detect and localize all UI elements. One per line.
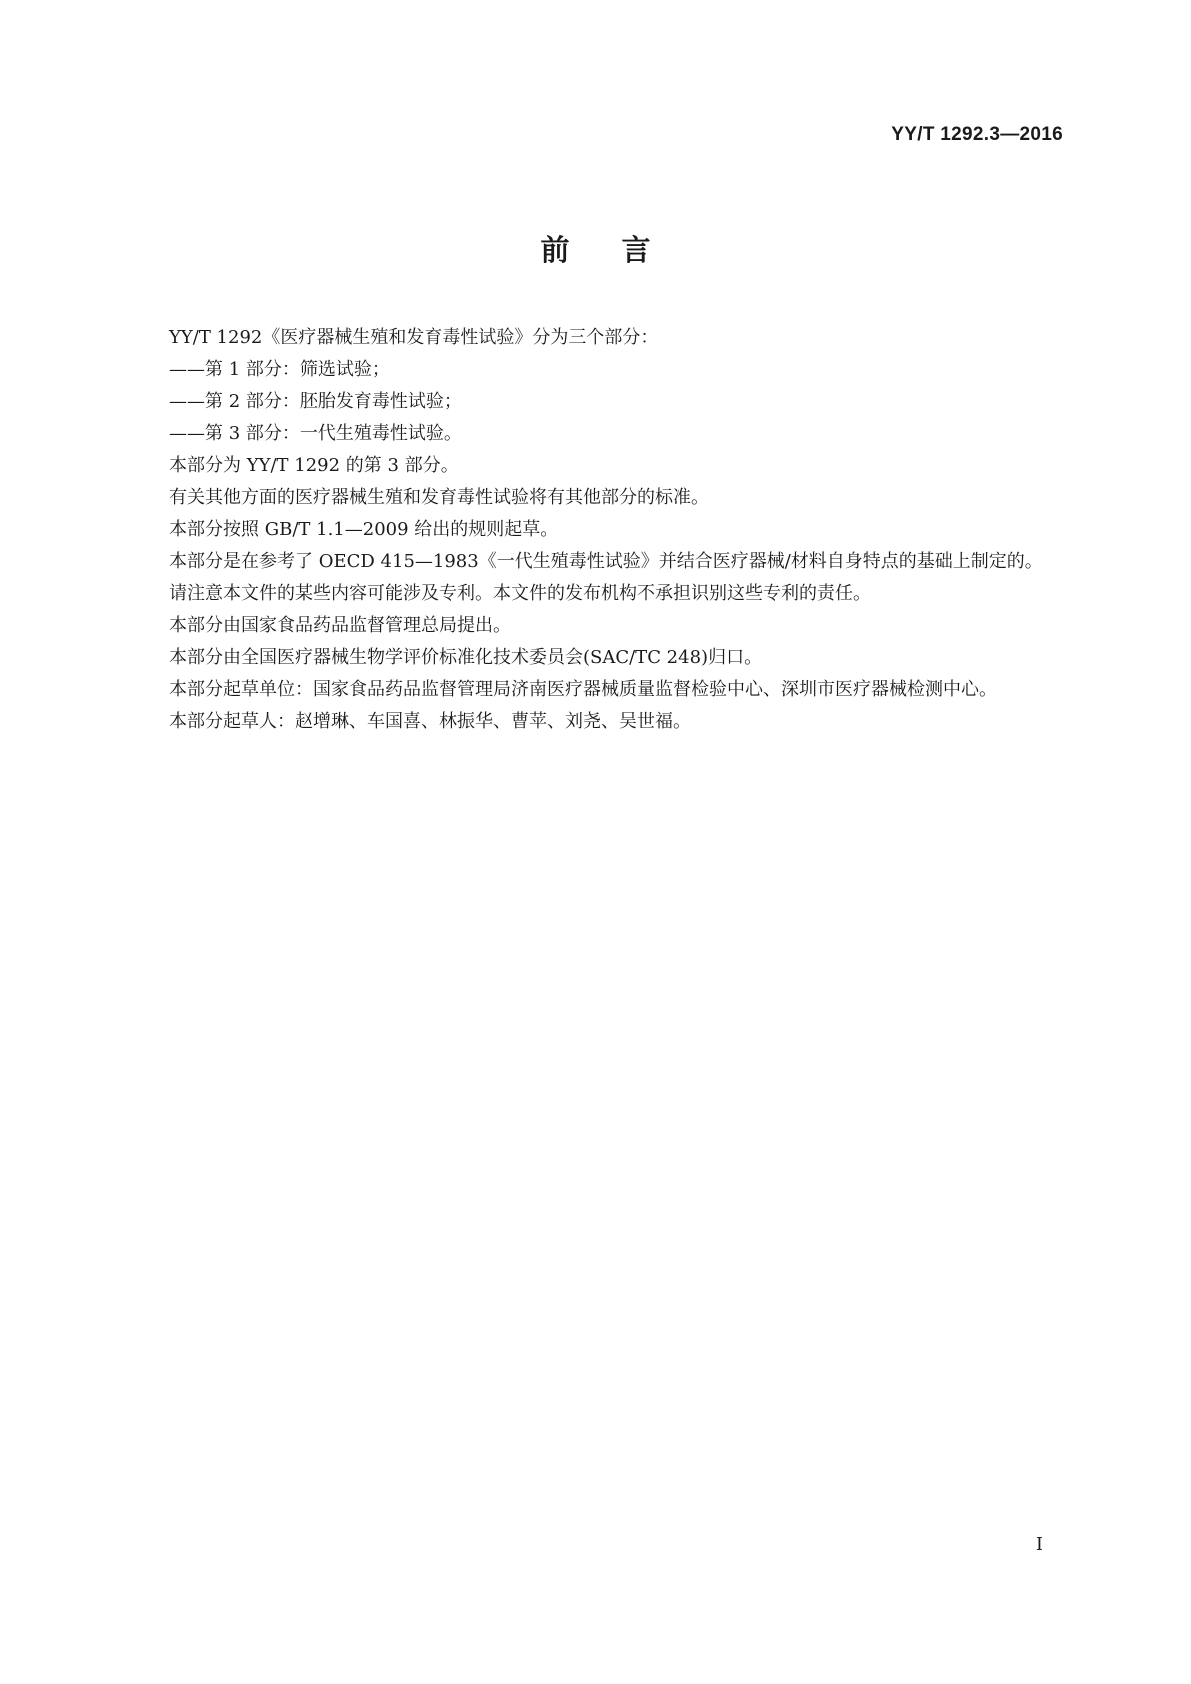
paragraph-intro: YY/T 1292《医疗器械生殖和发育毒性试验》分为三个部分： (169, 327, 659, 348)
paragraph-drafting-units: 本部分起草单位：国家食品药品监督管理局济南医疗器械质量监督检验中心、深圳市医疗器械检测中心。 (169, 679, 997, 700)
page-title: 前言 (540, 233, 703, 267)
paragraph-drafting-rules: 本部分按照 GB/T 1.1—2009 给出的规则起草。 (169, 519, 559, 540)
list-item-part-3: ——第 3 部分：一代生殖毒性试验。 (169, 423, 462, 444)
paragraph-part-statement: 本部分为 YY/T 1292 的第 3 部分。 (169, 455, 459, 476)
paragraph-other-parts: 有关其他方面的医疗器械生殖和发育毒性试验将有其他部分的标准。 (169, 487, 709, 508)
paragraph-drafters: 本部分起草人：赵增琳、车国喜、林振华、曹苹、刘尧、吴世福。 (169, 711, 691, 732)
paragraph-committee: 本部分由全国医疗器械生物学评价标准化技术委员会(SAC/TC 248)归口。 (169, 647, 763, 668)
paragraph-patent-notice: 请注意本文件的某些内容可能涉及专利。本文件的发布机构不承担识别这些专利的责任。 (169, 583, 871, 604)
foreword-body (133, 322, 1061, 738)
list-item-part-2: ——第 2 部分：胚胎发育毒性试验； (169, 391, 462, 412)
page-number: I (1035, 1534, 1043, 1555)
paragraph-reference: 本部分是在参考了 OECD 415—1983《一代生殖毒性试验》并结合医疗器械/材料自身特点的基础上制定的。 (169, 551, 1043, 572)
paragraph-proposer: 本部分由国家食品药品监督管理总局提出。 (169, 615, 511, 636)
document-number: YY/T 1292.3—2016 (891, 124, 1063, 145)
list-item-part-1: ——第 1 部分：筛选试验； (169, 359, 390, 380)
